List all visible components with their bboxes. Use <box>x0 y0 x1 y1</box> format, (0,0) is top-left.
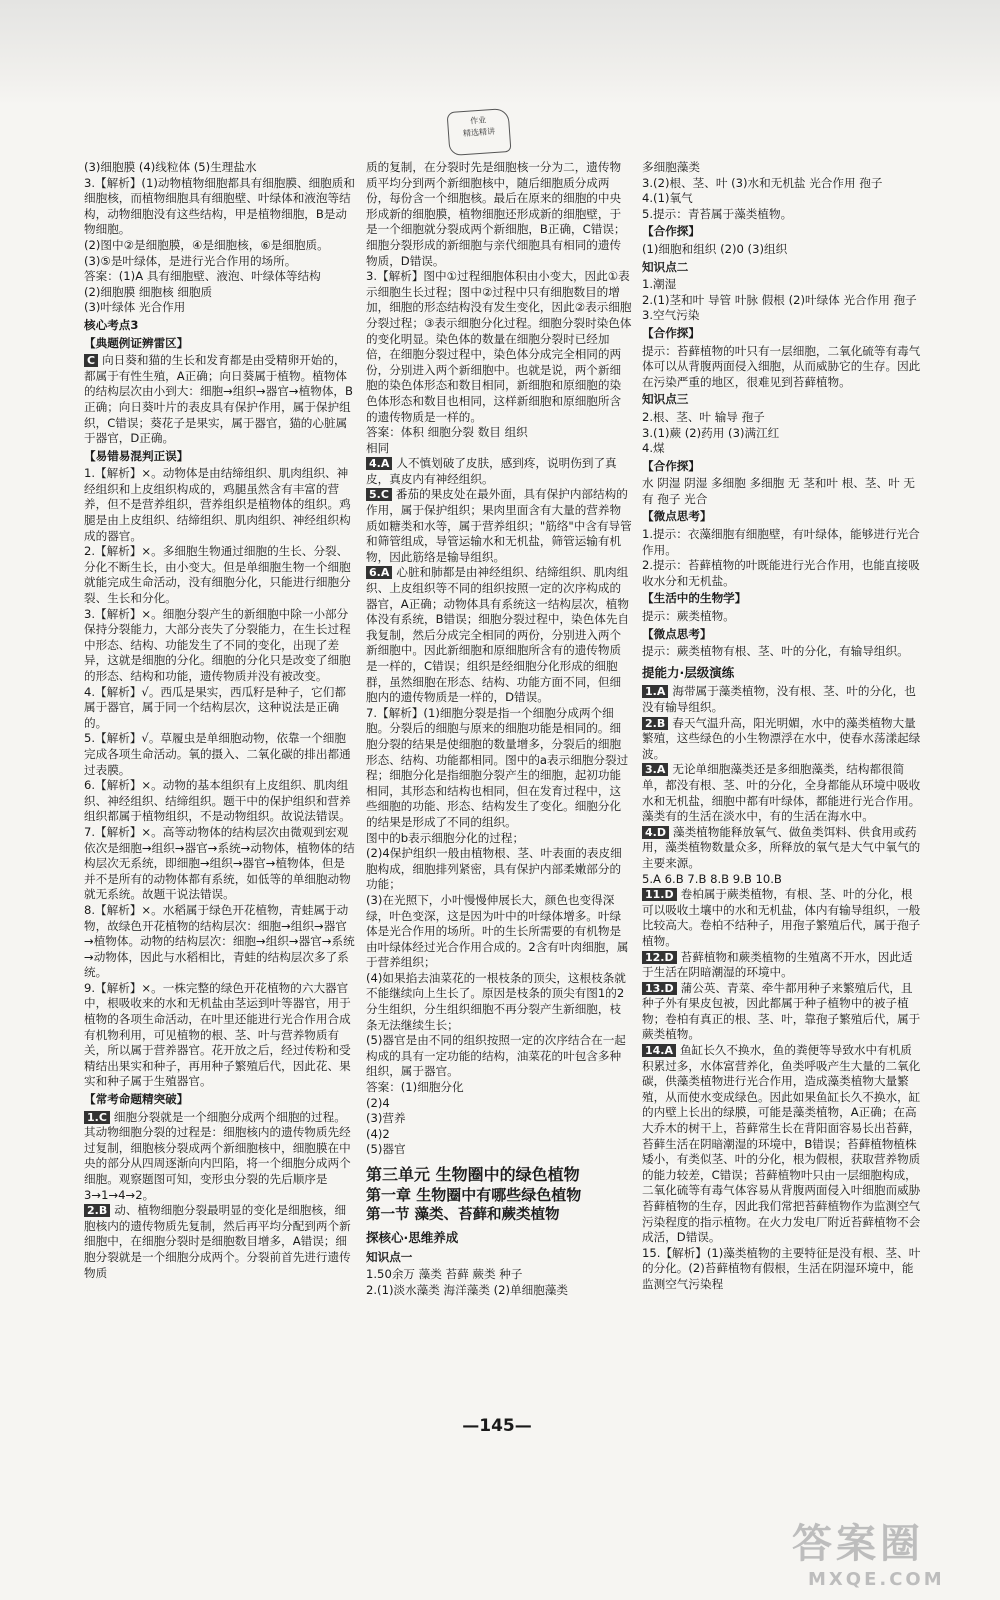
paragraph: 提示：蕨类植物。 <box>642 609 735 624</box>
chapter-title: 第一章 生物圈中有哪些绿色植物 <box>366 1186 582 1204</box>
paragraph: 4.【解析】√。西瓜是果实，西瓜籽是种子，它们都属于器官，属于同一个结构层次，这种说法是正确的。 <box>84 684 346 730</box>
answer-text: 向日葵和猫的生长和发育都是由受精卵开始的，都属于有性生殖，A正确；向日葵属于植物。植物体的结构层次由小到大：细胞→组织→器官→植物体，B正确；向日葵叶片的表皮具有保护作用，属于保护组织，C错误；葵花子是果实，属于器官，猫的心脏属于器官，D正确。 <box>84 353 353 446</box>
paragraph: 3.【解析】图中①过程细胞体积由小变大，因此①表示细胞生长过程；图中②过程中只有细胞数目的增加，细胞的形态结构没有发生变化，因此②表示细胞分裂过程；③表示细胞分化过程。细胞分裂时染色体的变化明显。染色体的数量在细胞分裂时已经加倍，在细胞分裂过程中，染色体分成完全相同的两份，分别进入两个新细胞中。也就是说，两个新细胞的染色体形态和数目相同，新细胞和原细胞的染色体形态和数目也相同，这样新细胞和原细胞所含的遗传物质是一样的。 <box>366 269 632 424</box>
paragraph: 5.A 6.B 7.B 8.B 9.B 10.B <box>642 871 782 886</box>
paragraph: 1.50余万 藻类 苔藓 蕨类 种子 <box>366 1267 523 1282</box>
paragraph: 水 阴湿 阴湿 多细胞 多细胞 无 茎和叶 根、茎、叶 无 有 孢子 光合 <box>642 476 915 506</box>
section-heading: 【合作探】 <box>642 224 700 239</box>
answer-choice-badge: 2.B <box>642 717 668 730</box>
paragraph: 答案：(1)细胞分化 <box>366 1080 464 1095</box>
paragraph: 4.(1)氧气 <box>642 191 693 206</box>
answer-text: 海带属于藻类植物，没有根、茎、叶的分化，也没有输导组织。 <box>642 684 916 714</box>
answer-item <box>642 825 922 872</box>
paragraph: 答案：体积 细胞分裂 数目 组织 <box>366 425 528 440</box>
answer-choice-badge: 13.D <box>642 982 677 995</box>
paragraph: (3)在光照下，小叶慢慢伸展长大，颜色也变得深绿，叶色变深，这是因为叶中的叶绿体增多。叶绿体是光合作用的场所。叶的生长所需要的有机物是由叶绿体经过光合作用合成的。2含有叶肉细胞，属于营养组织； <box>366 892 629 970</box>
paragraph: (3)营养 <box>366 1111 406 1126</box>
paragraph: 5.【解析】√。草履虫是单细胞动物，依靠一个细胞完成各项生命活动。氧的摄入、二氧化碳的排出都通过表膜。 <box>84 731 351 777</box>
answer-item <box>642 1043 922 1246</box>
answer-text: 动、植物细胞分裂最明显的变化是细胞核，细胞核内的遗传物质先复制，然后再平均分配到两个新细胞中，在细胞分裂时是细胞数目增多，A错误；细胞分裂就是一个细胞分成两个。分裂前首先进行遗传物质 <box>84 1203 351 1280</box>
answer-item <box>84 353 356 447</box>
answer-text: 无论单细胞藻类还是多细胞藻类，结构都很简单，都没有根、茎、叶的分化，全身都能从环境中吸收水和无机盐，细胞中都有叶绿体，都能进行光合作用。藻类有的生活在淡水中，有的生活在海水中。 <box>642 762 921 824</box>
answer-choice-badge: 12.D <box>642 951 677 964</box>
stamp-line: 精选精讲 <box>462 126 496 139</box>
paragraph: 6.【解析】×。动物的基本组织有上皮组织、肌肉组织、神经组织、结缔组织。题干中的保护组织和营养组织都属于植物组织，不是动物组织。故说法错误。 <box>84 778 351 824</box>
paragraph: 3.【解析】(1)动物植物细胞都具有细胞膜、细胞质和细胞核，而植物细胞具有细胞壁、叶绿体和液泡等结构，动物细胞没有这些结构，甲是植物细胞，B是动物细胞。 <box>84 175 355 237</box>
section-heading: 【易错易混判正误】 <box>84 448 189 463</box>
answer-choice-badge: 14.A <box>642 1044 676 1057</box>
paragraph: 1.提示：衣藻细胞有细胞壁，有叶绿体，能够进行光合作用。 <box>642 527 920 557</box>
paragraph: 3.【解析】×。细胞分裂产生的新细胞中除一小部分保持分裂能力，大部分丧失了分裂能力，在生长过程中形态、结构、功能发生了不同的变化，出现了差异，这就是细胞的分化。细胞的分化只是改变了细胞的形态、结构和功能，遗传物质并没有被改变。 <box>84 606 351 683</box>
answer-text: 人不慎划破了皮肤，感到疼，说明伤到了真皮，真皮内有神经组织。 <box>366 456 617 486</box>
paragraph: (3)⑤是叶绿体，是进行光合作用的场所。 <box>84 253 297 268</box>
paragraph: 多细胞藻类 <box>642 160 700 174</box>
answer-text: 藻类植物能释放氧气、做鱼类饵料、供食用或药用，藻类植物数量众多，所释放的氧气是大气中氧气的主要来源。 <box>642 824 921 870</box>
section-heading: 【合作探】 <box>642 458 700 473</box>
answer-item <box>642 887 922 949</box>
paragraph: 2.【解析】×。多细胞生物通过细胞的生长、分裂、分化不断生长，由小变大。但是单细胞生物一个细胞就能完成生命活动，没有细胞分化，只能进行细胞分裂、生长和分化。 <box>84 544 351 606</box>
paragraph: 质的复制，在分裂时先是细胞核一分为二，遗传物质平均分到两个新细胞核中，随后细胞质分成两份，每份含一个细胞核。最后在原来的细胞的中央形成新的细胞膜，植物细胞还形成新的细胞壁，于是一个细胞就分裂成两个新细胞，B正确，C错误；细胞分裂形成的新细胞与亲代细胞具有相同的遗传物质，D错误。 <box>366 160 626 268</box>
answer-item <box>642 716 922 763</box>
paragraph: 2.(1)茎和叶 导管 叶脉 假根 (2)叶绿体 光合作用 孢子 <box>642 292 917 307</box>
answer-choice-badge: C <box>84 354 98 367</box>
paragraph: (4)如果掐去油菜花的一根枝条的顶尖，这根枝条就不能继续向上生长了。原因是枝条的顶尖有图1的2分生组织，分生组织细胞不再分裂产生新细胞，枝条无法继续生长； <box>366 970 626 1032</box>
section-heading: 知识点二 <box>642 259 689 274</box>
answer-text: 蒲公英、青菜、牵牛都用种子来繁殖后代，且种子外有果皮包被，因此都属于种子植物中的被子植物；卷柏有真正的根、茎、叶，靠孢子繁殖后代，属于蕨类植物。 <box>642 980 921 1042</box>
paragraph: 相同 <box>366 440 390 455</box>
answer-choice-badge: 1.C <box>84 1111 110 1124</box>
section-heading: 知识点一 <box>366 1249 413 1264</box>
answer-choice-badge: 3.A <box>642 763 668 776</box>
paragraph: (4)2 <box>366 1126 390 1141</box>
paragraph: 答案：(1)A 具有细胞壁、液泡、叶绿体等结构 <box>84 269 321 284</box>
stamp-line: 作业 <box>469 115 487 126</box>
answer-choice-badge: 2.B <box>84 1204 110 1217</box>
answer-item <box>366 565 632 705</box>
paragraph: 3.空气污染 <box>642 308 700 323</box>
section-heading: 【生活中的生物学】 <box>642 591 747 606</box>
scan-shadow <box>0 0 1000 105</box>
paragraph: 2.提示：苔藓植物的叶既能进行光合作用，也能直接吸收水分和无机盐。 <box>642 558 920 588</box>
section-heading: 知识点三 <box>642 392 689 407</box>
paragraph: 1.【解析】×。动物体是由结缔组织、肌肉组织、神经组织和上皮组织构成的，鸡腿虽然含有丰富的营养，但不是营养组织，营养组织是植物体的组织。鸡腿是由上皮组织、结缔组织、肌肉组织、神经组织构成的器官。 <box>84 466 351 543</box>
paragraph: 提示：苔藓植物的叶只有一层细胞，二氧化硫等有毒气体可以从背腹两面侵入细胞，从而威胁它的生存。因此在污染严重的地区，很难见到苔藓植物。 <box>642 343 921 389</box>
paragraph: 5.提示：青苔属于藻类植物。 <box>642 206 793 221</box>
handwritten-stamp <box>447 108 512 156</box>
section-heading: 【典题例证辨雷区】 <box>84 335 189 350</box>
answer-text: 春天气温升高，阳光明媚，水中的藻类植物大量繁殖，这些绿色的小生物漂浮在水中，使春水荡漾起绿波。 <box>642 715 921 761</box>
paragraph: (2)图中②是细胞膜，④是细胞核，⑥是细胞质。 <box>84 237 329 252</box>
paragraph: 3.(2)根、茎、叶 (3)水和无机盐 光合作用 孢子 <box>642 175 883 190</box>
paragraph: (2)4 <box>366 1095 390 1110</box>
answer-choice-badge: 1.A <box>642 685 668 698</box>
section-heading: 【合作探】 <box>642 325 700 340</box>
section-band: 提能力·层级演练 <box>642 664 735 680</box>
watermark-logo <box>792 1512 982 1592</box>
section-heading: 核心考点3 <box>84 317 139 332</box>
paragraph: (2)细胞膜 细胞核 细胞质 <box>84 284 213 299</box>
section-heading: 【微点思考】 <box>642 509 712 524</box>
answer-choice-badge: 11.D <box>642 888 677 901</box>
answer-item <box>84 1110 356 1204</box>
paragraph: 7.【解析】×。高等动物体的结构层次由微观到宏观依次是细胞→组织→器官→系统→动物体，植物体的结构层次无系统，即细胞→组织→器官→植物体，但是并不是所有的动物体都有系统，如低等的单细胞动物就无系统。故题干说法错误。 <box>84 824 355 902</box>
paragraph: (1)细胞和组织 (2)0 (3)组织 <box>642 241 788 256</box>
paragraph: 8.【解析】×。水稻属于绿色开花植物，青蛙属于动物，故绿色开花植物的结构层次：细胞→组织→器官→植物体。动物的结构层次：细胞→组织→器官→系统→动物体，因此与水稻相比，青蛙的结构层次多了系统。 <box>84 902 355 980</box>
paragraph: (5)器官 <box>366 1142 406 1157</box>
answer-item <box>642 981 922 1043</box>
column-left <box>84 160 356 1281</box>
column-right <box>642 160 922 1293</box>
section-title: 第一节 藻类、苔藓和蕨类植物 <box>366 1207 560 1223</box>
paragraph: (3)细胞膜 (4)线粒体 (5)生理盐水 <box>84 160 257 174</box>
column-middle <box>366 160 632 1298</box>
answer-choice-badge: 6.A <box>366 566 392 579</box>
answer-item <box>84 1203 356 1281</box>
paragraph: 4.煤 <box>642 441 665 456</box>
answer-text: 番茄的果皮处在最外面，具有保护内部结构的作用，属于保护组织；果肉里面含有大量的营养物质如糖类和水等，属于营养组织；"筋络"中含有导管和筛管组成，导管运输水和无机盐，筛管运输有机物，因此筋络是输导组织。 <box>366 487 632 564</box>
answer-item <box>642 762 922 824</box>
page-number: —145— <box>462 1416 532 1436</box>
section-heading: 【常考命题精突破】 <box>84 1092 189 1107</box>
paragraph: 图中的b表示细胞分化的过程； <box>366 830 525 845</box>
answer-text: 鱼缸长久不换水，鱼的粪便等导致水中有机质积累过多，水体富营养化，鱼类呼吸产生大量的二氧化碳，供藻类植物进行光合作用，造成藻类植物大量繁殖，从而使水变成绿色。因此如果鱼缸长久不换水，缸的内壁上长出的绿膜，可能是藻类植物，A正确；在高大乔木的树干上，苔藓常生长在背阳面容易长出苔藓，苔藓生活在阴暗潮湿的环境中，B错误；苔藓植物植株矮小，有类似茎、叶的分化，根为假根，获取营养物质的能力较差，C错误；苔藓植物叶只由一层细胞构成，二氧化硫等有毒气体容易从背腹两面侵入叶细胞而威胁苔藓植物的生存，因此我们常把苔藓植物作为监测空气污染程度的指示植物。在火力发电厂附近苔藓植物不会成活，D错误。 <box>642 1043 921 1245</box>
watermark-url: MXQE.COM <box>808 1569 945 1590</box>
paragraph: 3.(1)蕨 (2)药用 (3)满江红 <box>642 425 780 440</box>
answer-choice-badge: 5.C <box>366 488 392 501</box>
section-heading: 【微点思考】 <box>642 626 712 641</box>
paragraph: 15.【解析】(1)藻类植物的主要特征是没有根、茎、叶的分化。(2)苔藓植物有假根，生活在阴湿环境中，能监测空气污染程 <box>642 1245 921 1291</box>
paragraph: (5)器官是由不同的组织按照一定的次序结合在一起构成的具有一定功能的结构，油菜花的叶包含多种组织，属于器官。 <box>366 1033 626 1079</box>
answer-text: 心脏和肺都是由神经组织、结缔组织、肌肉组织、上皮组织等不同的组织按照一定的次序构成的器官，A正确；动物体具有系统这一结构层次，植物体没有系统，B错误；细胞分裂过程中，染色体先自我复制，然后分成完全相同的两份，分别进入两个新细胞中。因此新细胞和原细胞所含有的遗传物质是一样的，C错误；组织是经细胞分化形成的细胞群，虽然细胞在形态、结构、功能方面不同，但细胞内的遗传物质是一样的，D错误。 <box>366 565 630 705</box>
paragraph: 1.潮湿 <box>642 277 677 292</box>
answer-item <box>366 456 632 487</box>
answer-item <box>642 950 922 981</box>
paragraph: (2)4保护组织一般由植物根、茎、叶表面的表皮细胞构成，细胞排列紧密，具有保护内部柔嫩部分的功能； <box>366 846 622 892</box>
answer-choice-badge: 4.A <box>366 457 392 470</box>
answer-text: 苔藓植物和蕨类植物的生殖离不开水，因此适于生活在阴暗潮湿的环境中。 <box>642 949 913 980</box>
answer-text: 卷柏属于蕨类植物，有根、茎、叶的分化，根可以吸收土壤中的水和无机盐，体内有输导组织，一般比较高大。卷柏不结种子，用孢子繁殖后代，属于孢子植物。 <box>642 887 921 948</box>
watermark-text: 答案圈 <box>792 1520 924 1567</box>
paragraph: 7.【解析】(1)细胞分裂是指一个细胞分成两个细胞。分裂后的细胞与原来的细胞功能是相同的。细胞分裂的结果是使细胞的数量增多，分裂后的细胞形态、结构、功能都相同。图中的a表示细胞分裂过程；细胞分化是指细胞分裂产生的细胞，起初功能相同，其形态和结构也相同，但在发育过程中，这些细胞的功能、形态、结构发生了变化。细胞分化的结果是形成了不同的组织。 <box>366 705 629 829</box>
paragraph: 9.【解析】×。一株完整的绿色开花植物的六大器官中，根吸收来的水和无机盐由茎运到叶等器官，用于植物的各项生命活动，在叶里还能进行光合作用合成有机物利用，可见植物的根、茎、叶与营养物质有关，所以属于营养器官。花开放之后，经过传粉和受精结出果实和种子，再用种子繁殖后代，因此花、果实和种子属于生殖器官。 <box>84 980 351 1089</box>
answer-item <box>642 684 922 715</box>
paragraph: (3)叶绿体 光合作用 <box>84 300 186 315</box>
answer-text: 细胞分裂就是一个细胞分成两个细胞的过程。其动物细胞分裂的过程是：细胞核内的遗传物质先经过复制，细胞核分裂成两个新细胞核中，细胞膜在中央的部分从四周逐渐向内凹陷，将一个细胞分成两个细胞。观察题图可知，变形虫分裂的先后顺序是3→1→4→2。 <box>84 1109 351 1202</box>
answer-item <box>366 487 632 565</box>
unit-title: 第三单元 生物圈中的绿色植物 <box>366 1165 580 1184</box>
paragraph: 提示：蕨类植物有根、茎、叶的分化，有输导组织。 <box>642 644 909 659</box>
paragraph: 2.根、茎、叶 输导 孢子 <box>642 409 765 424</box>
section-band: 探核心·思维养成 <box>366 1230 459 1245</box>
answer-choice-badge: 4.D <box>642 826 669 839</box>
paragraph: 2.(1)淡水藻类 海洋藻类 (2)单细胞藻类 <box>366 1282 568 1297</box>
